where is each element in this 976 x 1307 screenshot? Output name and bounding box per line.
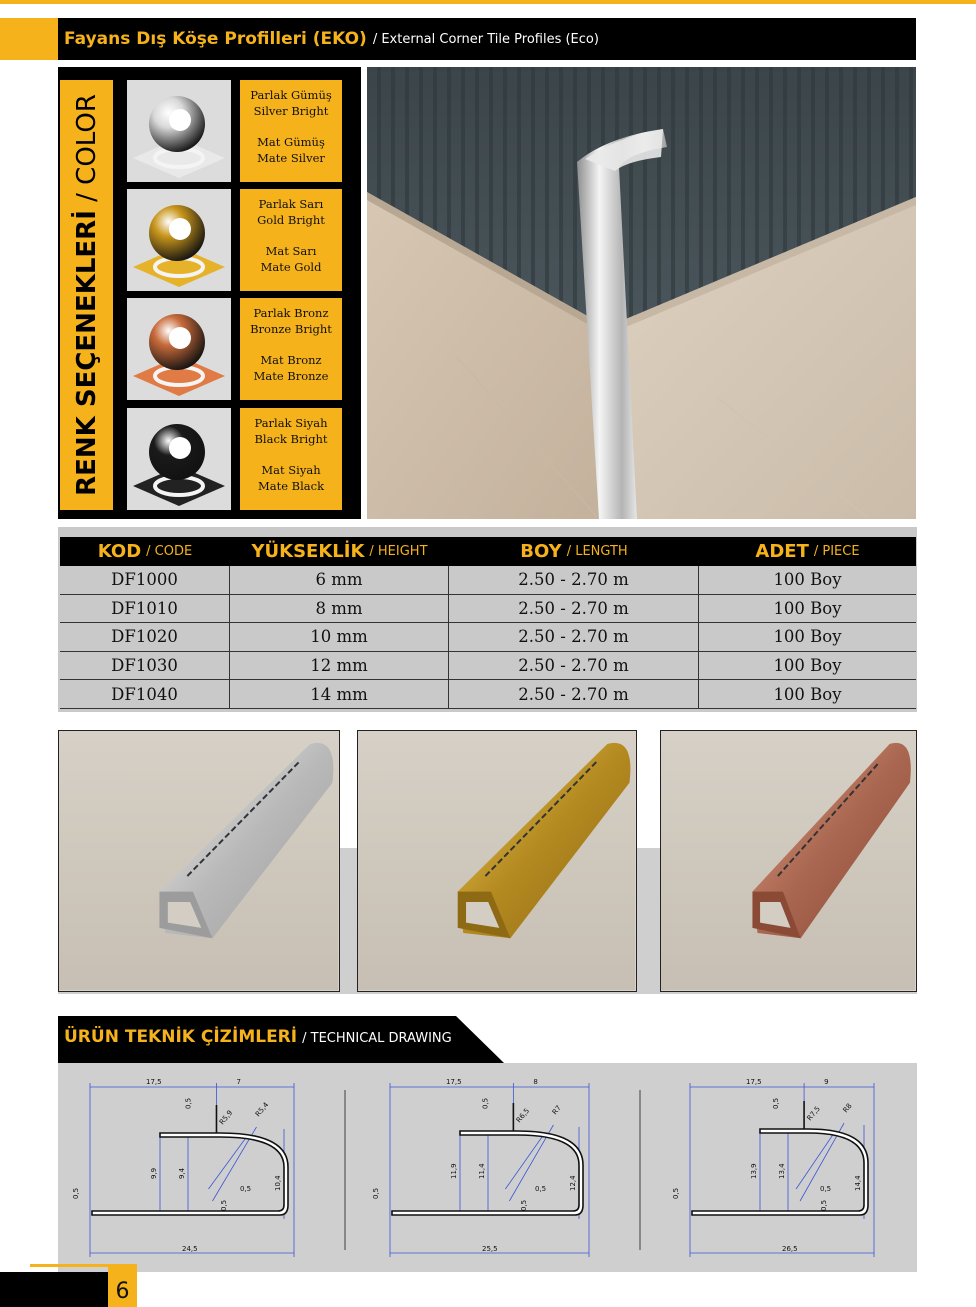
- dim-top-left: 17,5: [746, 1078, 762, 1086]
- cell-piece: 100 Boy: [773, 656, 842, 676]
- dim-height-inner: 11,4: [478, 1163, 486, 1179]
- drawing-separator: [344, 1090, 346, 1250]
- cell-length: 2.50 - 2.70 m: [449, 595, 699, 623]
- color-option-label: [240, 80, 342, 182]
- dim-thickness-top: 0,5: [772, 1097, 781, 1109]
- cell-piece: 100 Boy: [773, 570, 842, 590]
- header-height: YÜKSEKLİK / HEIGHT: [251, 541, 428, 562]
- color-section-label: [60, 80, 113, 510]
- color-bright-tr: Parlak Siyah: [254, 416, 328, 430]
- cell-piece: 100 Boy: [773, 598, 842, 618]
- dim-thickness-top: 0,5: [184, 1097, 193, 1109]
- product-photo: [357, 730, 637, 992]
- dim-radius-outer: R8: [841, 1101, 854, 1115]
- top-accent-bar: [0, 0, 976, 4]
- color-mate-tr: Mat Sarı: [265, 244, 317, 258]
- dim-radius-inner: R7,5: [805, 1104, 822, 1123]
- color-bright-en: Silver Bright: [253, 104, 329, 118]
- color-mate-tr: Mat Gümüş: [257, 135, 325, 149]
- dim-top-right: 9: [824, 1078, 829, 1086]
- dim-height-inner: 9,4: [178, 1167, 186, 1179]
- header-code: KOD / CODE: [97, 541, 193, 562]
- color-bright-tr: Parlak Sarı: [258, 197, 324, 211]
- cell-piece: 100 Boy: [773, 627, 842, 647]
- color-mate-en: Mate Black: [257, 479, 325, 493]
- color-option-label: [240, 298, 342, 400]
- cell-code: DF1030: [60, 652, 230, 680]
- cell-height: 12 mm: [230, 652, 449, 680]
- page-header: [58, 18, 916, 60]
- dim-thickness-inner: 0,5: [520, 1199, 528, 1211]
- dim-top-right: 7: [236, 1078, 241, 1086]
- table-row: [60, 566, 916, 595]
- dim-bottom: 24,5: [182, 1245, 198, 1253]
- color-swatch: [127, 80, 231, 182]
- spec-table-body: [60, 566, 916, 709]
- color-label-en: / COLOR: [71, 94, 102, 202]
- header-title-en: / External Corner Tile Profiles (Eco): [372, 31, 599, 47]
- dim-bottom: 25,5: [482, 1245, 498, 1253]
- cell-length: 2.50 - 2.70 m: [449, 680, 699, 708]
- header-length: BOY / LENGTH: [520, 541, 628, 562]
- color-mate-en: Mate Bronze: [253, 369, 329, 383]
- color-label-tr: RENK SEÇENEKLERİ: [71, 210, 102, 496]
- dim-thickness-right: 0,5: [240, 1185, 252, 1193]
- technical-drawing: [362, 1063, 627, 1272]
- dim-height-inner: 13,4: [778, 1163, 786, 1179]
- table-row: [60, 680, 916, 709]
- hero-corner-photo: [367, 67, 916, 519]
- hero-illustration: [367, 67, 916, 519]
- header-piece: ADET / PIECE: [755, 541, 860, 562]
- cell-length: 2.50 - 2.70 m: [449, 623, 699, 651]
- dim-height-outer: 11,9: [450, 1163, 458, 1179]
- color-bright-en: Gold Bright: [257, 213, 325, 227]
- cell-piece: 100 Boy: [773, 684, 842, 704]
- technical-title-en: / TECHNICAL DRAWING: [302, 1031, 452, 1046]
- color-mate-tr: Mat Bronz: [260, 353, 322, 367]
- dim-thickness-right: 0,5: [820, 1185, 832, 1193]
- cell-length: 2.50 - 2.70 m: [449, 566, 699, 594]
- technical-drawing: [662, 1063, 912, 1272]
- technical-title-tr: ÜRÜN TEKNİK ÇİZİMLERİ: [64, 1027, 298, 1047]
- dim-thickness-right: 0,5: [535, 1185, 547, 1193]
- color-option-label: [240, 408, 342, 510]
- color-bright-tr: Parlak Bronz: [253, 306, 329, 320]
- dim-height-outer: 13,9: [750, 1163, 758, 1179]
- color-swatch: [127, 298, 231, 400]
- dim-radius-outer: R5,4: [253, 1100, 271, 1119]
- cell-height: 8 mm: [230, 595, 449, 623]
- dim-height-right: 14,4: [854, 1175, 862, 1191]
- color-bright-en: Black Bright: [254, 432, 328, 446]
- dim-thickness-top: 0,5: [481, 1097, 490, 1109]
- table-row: [60, 652, 916, 681]
- color-swatch: [127, 408, 231, 510]
- page-number: 6: [108, 1264, 137, 1307]
- cell-code: DF1040: [60, 680, 230, 708]
- dim-height-outer: 9,9: [150, 1167, 158, 1179]
- product-photo: [58, 730, 340, 992]
- color-mate-tr: Mat Siyah: [261, 463, 321, 477]
- dim-bottom: 26,5: [782, 1245, 798, 1253]
- technical-drawing: [62, 1063, 332, 1272]
- product-photo: [660, 730, 917, 992]
- dim-top-left: 17,5: [146, 1078, 162, 1086]
- dim-top-left: 17,5: [446, 1078, 462, 1086]
- dim-thickness-inner: 0,5: [820, 1199, 828, 1211]
- dim-radius-inner: R5,9: [217, 1108, 235, 1127]
- table-row: [60, 623, 916, 652]
- dim-thickness-inner: 0,5: [220, 1199, 228, 1211]
- dim-radius-outer: R7: [550, 1103, 563, 1117]
- dim-thickness-left: 0,5: [72, 1187, 80, 1199]
- technical-title: [64, 1027, 452, 1047]
- cell-code: DF1020: [60, 623, 230, 651]
- dim-thickness-left: 0,5: [372, 1187, 380, 1199]
- cell-code: DF1010: [60, 595, 230, 623]
- cell-height: 14 mm: [230, 680, 449, 708]
- table-row: [60, 595, 916, 624]
- cell-height: 10 mm: [230, 623, 449, 651]
- drawing-separator: [639, 1090, 641, 1250]
- cell-height: 6 mm: [230, 566, 449, 594]
- footer-accent: [30, 1264, 110, 1267]
- cell-code: DF1000: [60, 566, 230, 594]
- color-bright-tr: Parlak Gümüş: [250, 88, 332, 102]
- dim-radius-inner: R6,5: [514, 1106, 532, 1125]
- color-mate-en: Mate Silver: [257, 151, 325, 165]
- color-mate-en: Mate Gold: [260, 260, 322, 274]
- dim-thickness-left: 0,5: [672, 1187, 680, 1199]
- header-title-tr: Fayans Dış Köşe Profilleri (EKO): [64, 29, 367, 49]
- dim-height-right: 10,4: [274, 1175, 282, 1191]
- header-accent: [0, 18, 60, 60]
- dim-top-right: 8: [533, 1078, 538, 1086]
- color-bright-en: Bronze Bright: [250, 322, 332, 336]
- color-option-label: [240, 189, 342, 291]
- dim-height-right: 12,4: [569, 1175, 577, 1191]
- cell-length: 2.50 - 2.70 m: [449, 652, 699, 680]
- color-swatch: [127, 189, 231, 291]
- spec-table-header: [60, 537, 916, 566]
